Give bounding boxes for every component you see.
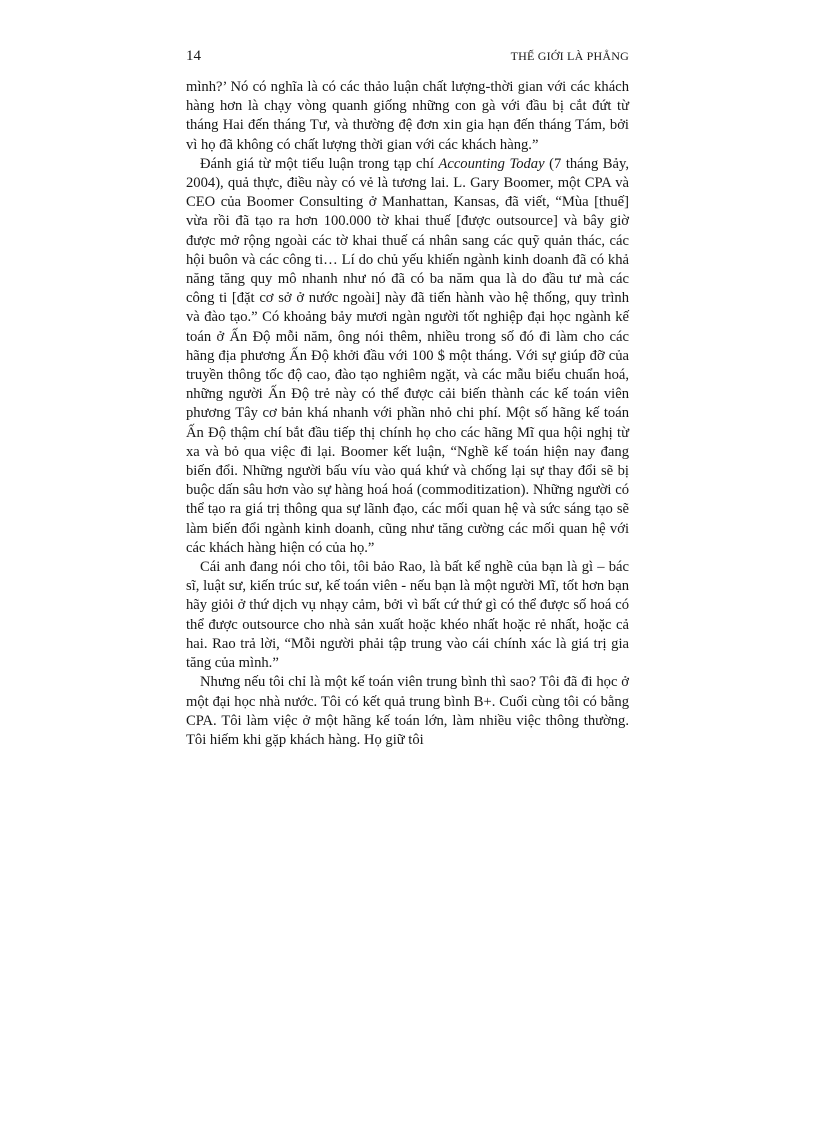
paragraph-accounting-today-intro: Đánh giá từ một tiểu luận trong tạp chí xyxy=(200,155,439,172)
paragraph-rao-reply: Cái anh đang nói cho tôi, tôi bảo Rao, là bất kể nghề của bạn là gì – bác sĩ, luật sư, kiến trúc sư, kế toán viên - nếu bạn là một người Mĩ, tốt hơn bạn hãy giỏi ở thứ dịch vụ nhạy cảm, bởi vì bất cứ thứ gì có thể được số hoá có thể được outsource cho nhà sản xuất hoặc khéo nhất hoặc rẻ nhất, hoặc cả hai. Rao trả lời, “Mỗi người phải tập trung vào cái chính xác là giá trị gia tăng của mình.” xyxy=(186,559,629,672)
paragraph-accounting-today xyxy=(186,155,629,558)
paragraph-average-accountant: Nhưng nếu tôi chỉ là một kế toán viên trung bình thì sao? Tôi đã đi học ở một đại học nhà nước. Tôi có kết quả trung bình B+. Cuối cùng tôi có bằng CPA. Tôi làm việc ở một hãng kế toán lớn, làm nhiều việc thông thường. Tôi hiếm khi gặp khách hàng. Họ giữ tôi xyxy=(186,674,629,748)
running-head xyxy=(186,47,629,67)
page-number: 14 xyxy=(186,48,201,64)
journal-title: Accounting Today xyxy=(438,155,545,172)
paragraph-continuation: mình?’ Nó có nghĩa là có các thảo luận chất lượng-thời gian với các khách hàng hơn là chạy vòng quanh giống những con gà với đầu bị cắt đứt từ tháng Hai đến tháng Tư, và thường đệ đơn xin gia hạn đến tháng Tám, bởi vì họ đã không có chất lượng thời gian với các khách hàng.” xyxy=(186,79,629,153)
body-text xyxy=(186,78,629,750)
paragraph-accounting-today-body: (7 tháng Bảy, 2004), quả thực, điều này có vẻ là tương lai. L. Gary Boomer, một CPA và CEO của Boomer Consulting ở Manhattan, Kansas, đã viết, “Mùa [thuế] vừa rồi đã tạo ra hơn 100.000 tờ khai thuế [được outsource] và bây giờ được mở rộng ngoài các tờ khai thuế cá nhân sang các quỹ quản thác, các hội buôn và các công ti… Lí do chủ yếu khiến ngành kinh doanh đã có khả năng tăng quy mô nhanh như nó đã có ba năm qua là do đầu tư mà các công ti [đặt cơ sở ở nước ngoài] này đã tiến hành vào hệ thống, quy trình và đào tạo.” Có khoảng bảy mươi ngàn người tốt nghiệp đại học ngành kế toán ở Ấn Độ mỗi năm, ông nói thêm, nhiều trong số đó đi làm cho các hãng địa phương Ấn Độ khởi đầu với 100 $ một tháng. Với sự giúp đỡ của truyền thông tốc độ cao, đào tạo nghiêm ngặt, và các mẫu biểu chuẩn hoá, những người Ấn Độ trẻ này có thể được cải biến thành các kế toán viên phương Tây cơ bản khá nhanh với phần nhỏ chi phí. Một số hãng kế toán Ấn Độ thậm chí bắt đầu tiếp thị chính họ cho các hãng Mĩ qua hội nghị từ xa và bỏ qua việc đi lại. Boomer kết luận, “Nghề kế toán hiện nay đang biến đổi. Những người bấu víu vào quá khứ và chống lại sự thay đổi sẽ bị buộc dấn sâu hơn vào sự hàng hoá hoá (commoditization). Những người có thể tạo ra giá trị thông qua sự lãnh đạo, các mối quan hệ và sức sáng tạo sẽ làm biến đổi ngành kinh doanh, cũng như tăng cường các mối quan hệ với các khách hàng hiện có của họ.” xyxy=(186,155,629,556)
running-title: THẾ GIỚI LÀ PHẲNG xyxy=(510,49,629,63)
